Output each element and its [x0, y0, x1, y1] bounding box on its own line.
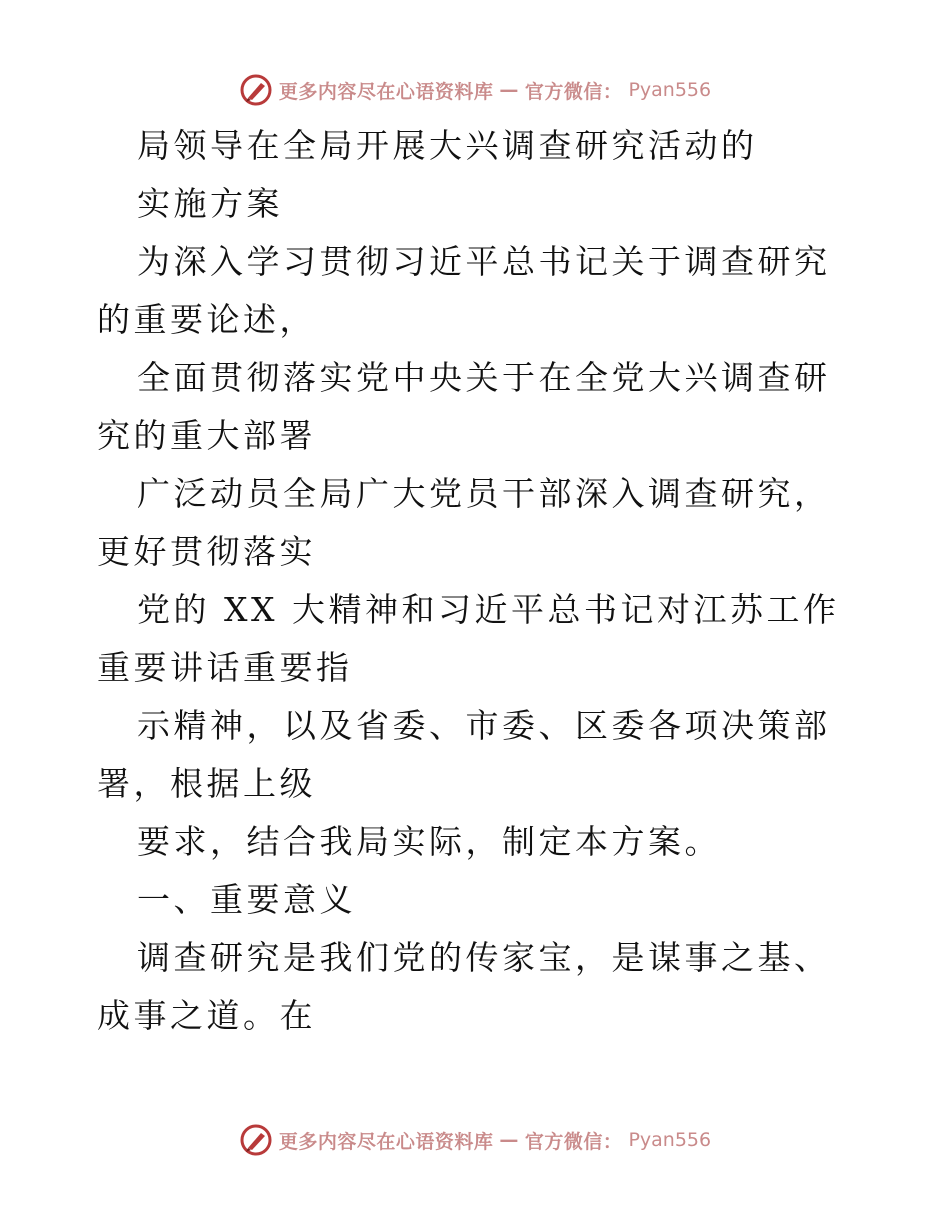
watermark-id: Pyan556: [628, 79, 712, 101]
pen-logo-icon: [239, 73, 273, 107]
watermark-label: 官方微信：: [524, 80, 623, 103]
watermark-id: Pyan556: [628, 1129, 712, 1151]
doc-paragraph: 调查研究是我们党的传家宝，是谋事之基、成事之道。在: [97, 938, 831, 1035]
pen-logo-icon: [239, 1123, 273, 1157]
document-body: [97, 117, 857, 1045]
doc-paragraph: 全面贯彻落实党中央关于在全党大兴调查研究的重大部署: [97, 358, 831, 455]
watermark-dash: —: [499, 79, 519, 101]
watermark-dash: —: [499, 1129, 519, 1151]
header-watermark: [0, 70, 950, 110]
watermark-brand: 更多内容尽在心语资料库: [278, 1130, 494, 1153]
doc-paragraph: 示精神，以及省委、市委、区委各项决策部署，根据上级: [97, 706, 831, 803]
watermark-brand: 更多内容尽在心语资料库: [278, 80, 494, 103]
watermark-label: 官方微信：: [524, 1130, 623, 1153]
footer-watermark: [0, 1120, 950, 1160]
doc-paragraph: 党的 XX 大精神和习近平总书记对江苏工作重要讲话重要指: [97, 590, 840, 687]
doc-paragraph: 广泛动员全局广大党员干部深入调查研究，更好贯彻落实: [97, 474, 831, 571]
section-heading: 一、重要意义: [137, 880, 356, 919]
doc-title-line1: 局领导在全局开展大兴调查研究活动的: [137, 126, 758, 165]
doc-paragraph: 要求，结合我局实际，制定本方案。: [137, 822, 721, 861]
doc-title-line2: 实施方案: [137, 184, 283, 223]
doc-paragraph: 为深入学习贯彻习近平总书记关于调查研究的重要论述，: [97, 242, 831, 339]
